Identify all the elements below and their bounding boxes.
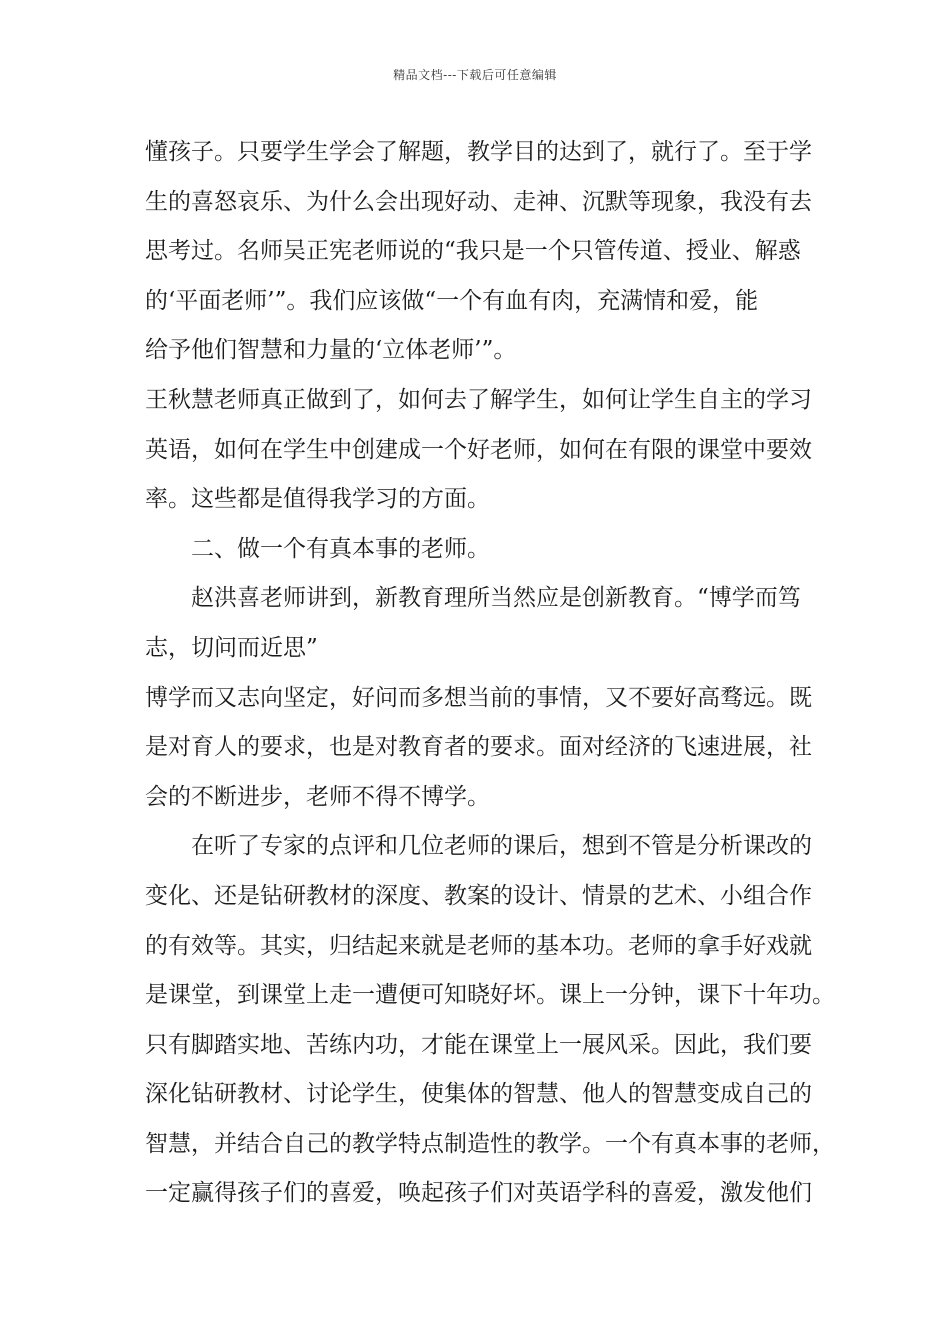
paragraph (145, 674, 825, 823)
paragraph (145, 128, 825, 376)
paragraph (145, 574, 825, 673)
text-line: 是课堂，到课堂上走一遭便可知晓好坏。课上一分钟，课下十年功。 (145, 982, 835, 1009)
text-line: 智慧，并结合自己的教学特点制造性的教学。一个有真本事的老师， (145, 1130, 835, 1157)
text-line: 王秋慧老师真正做到了，如何去了解学生，如何让学生自主的学习 (145, 386, 812, 413)
text-line: 思考过。名师吴正宪老师说的“我只是一个只管传道、授业、解惑 (145, 238, 801, 265)
text-line: 只有脚踏实地、苦练内功，才能在课堂上一展风采。因此，我们要 (145, 1031, 812, 1058)
text-line: 给予他们智慧和力量的‘立体老师’”。 (145, 337, 517, 364)
text-line: 的‘平面老师’”。我们应该做“一个有血有肉，充满情和爱，能 (145, 287, 759, 314)
document-body (145, 128, 835, 1219)
text-line: 变化、还是钻研教材的深度、教案的设计、情景的艺术、小组合作 (145, 882, 812, 909)
text-line: 赵洪喜老师讲到，新教育理所当然应是创新教育。“博学而笃 (191, 585, 801, 612)
text-line: 率。这些都是值得我学习的方面。 (145, 486, 490, 513)
paragraph (145, 376, 825, 525)
text-line: 深化钻研教材、讨论学生，使集体的智慧、他人的智慧变成自己的 (145, 1081, 812, 1108)
text-line: 的有效等。其实，归结起来就是老师的基本功。老师的拿手好戏就 (145, 932, 812, 959)
text-line: 博学而又志向坚定，好问而多想当前的事情，又不要好高骛远。既 (145, 684, 812, 711)
text-line: 二、做一个有真本事的老师。 (191, 535, 490, 562)
paragraph (145, 822, 835, 1219)
text-line: 志，切问而近思” (145, 634, 318, 661)
text-line: 是对育人的要求，也是对教育者的要求。面对经济的飞速进展，社 (145, 734, 812, 761)
text-line: 一定赢得孩子们的喜爱，唤起孩子们对英语学科的喜爱，激发他们 (145, 1180, 812, 1207)
text-line: 懂孩子。只要学生学会了解题，教学目的达到了，就行了。至于学 (145, 139, 812, 165)
text-line: 英语，如何在学生中创建成一个好老师，如何在有限的课堂中要效 (145, 436, 812, 463)
section-heading (145, 525, 825, 575)
page-header: 精品文档---下载后可任意编辑 (393, 68, 557, 82)
text-line: 生的喜怒哀乐、为什么会出现好动、走神、沉默等现象，我没有去 (145, 188, 812, 215)
text-line: 会的不断进步，老师不得不博学。 (145, 783, 490, 810)
text-line: 在听了专家的点评和几位老师的课后，想到不管是分析课改的 (191, 833, 812, 860)
